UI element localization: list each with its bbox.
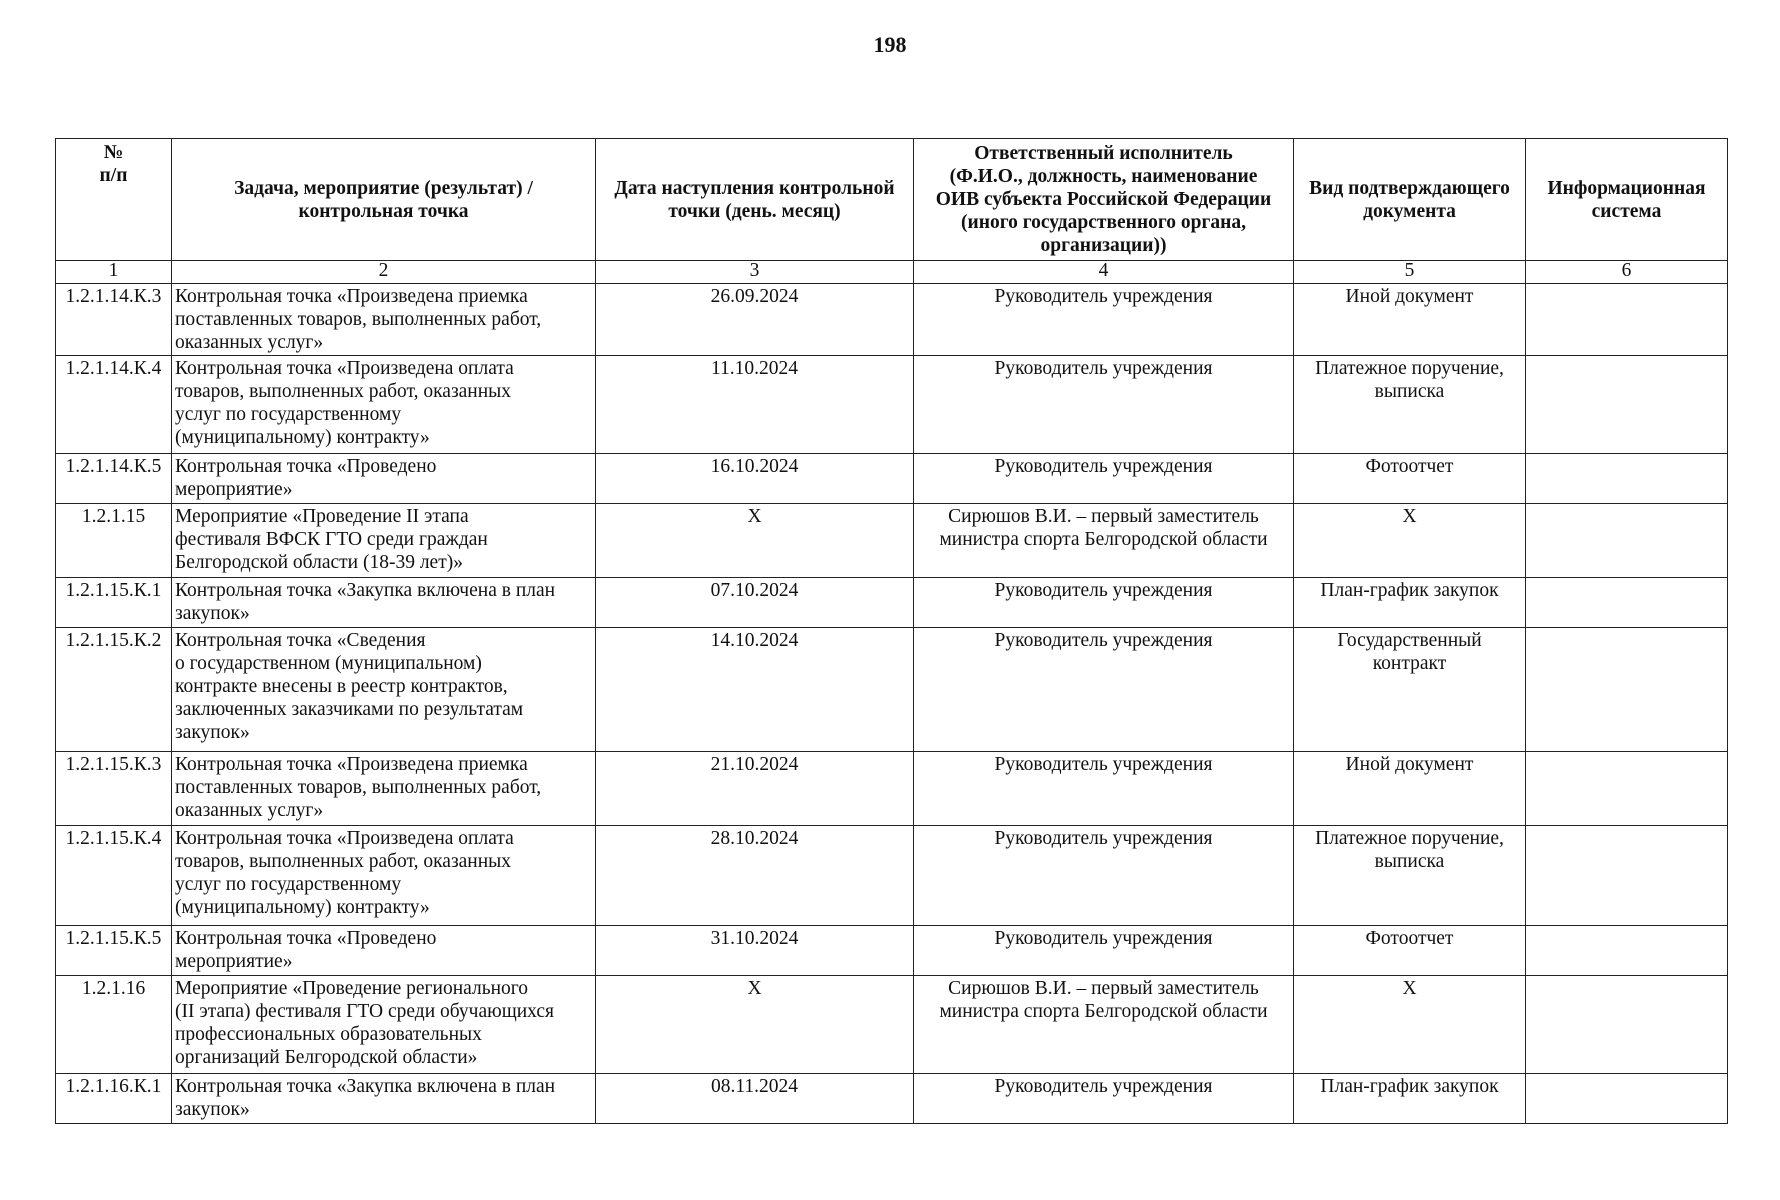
row-document: Иной документ [1294, 284, 1526, 356]
table-row [56, 1074, 1728, 1124]
table-row [56, 976, 1728, 1074]
table-row [56, 926, 1728, 976]
header-date: Дата наступления контрольной точки (день. месяц) [596, 139, 914, 261]
row-number: 1.2.1.15.К.1 [56, 578, 172, 628]
row-task: Контрольная точка «Закупка включена в план закупок» [172, 578, 596, 628]
row-document: План-график закупок [1294, 578, 1526, 628]
table-row [56, 628, 1728, 752]
row-number: 1.2.1.14.К.5 [56, 454, 172, 504]
row-number: 1.2.1.16.К.1 [56, 1074, 172, 1124]
row-task: Контрольная точка «Сведения о государственном (муниципальном) контракте внесены в реестр контрактов, заключенных заказчиками по результатам закупок» [172, 628, 596, 752]
table-row [56, 504, 1728, 578]
row-task: Контрольная точка «Произведена оплата товаров, выполненных работ, оказанных услуг по государственному (муниципальному) контракту» [172, 356, 596, 454]
row-responsible: Сирюшов В.И. – первый заместитель министра спорта Белгородской области [914, 504, 1294, 578]
row-responsible: Руководитель учреждения [914, 578, 1294, 628]
row-document: План-график закупок [1294, 1074, 1526, 1124]
header-row [56, 139, 1728, 261]
row-date: 14.10.2024 [596, 628, 914, 752]
row-system [1526, 926, 1728, 976]
row-number: 1.2.1.15.К.3 [56, 752, 172, 826]
row-task: Контрольная точка «Произведена оплата товаров, выполненных работ, оказанных услуг по государственному (муниципальному) контракту» [172, 826, 596, 926]
row-number: 1.2.1.15.К.5 [56, 926, 172, 976]
row-responsible: Руководитель учреждения [914, 356, 1294, 454]
row-system [1526, 628, 1728, 752]
row-date: Х [596, 976, 914, 1074]
row-date: 08.11.2024 [596, 1074, 914, 1124]
column-number: 2 [172, 261, 596, 284]
row-responsible: Руководитель учреждения [914, 454, 1294, 504]
column-number: 1 [56, 261, 172, 284]
column-number: 6 [1526, 261, 1728, 284]
header-number: № п/п [56, 139, 172, 261]
row-task: Контрольная точка «Произведена приемка поставленных товаров, выполненных работ, оказанных услуг» [172, 752, 596, 826]
control-points-table [55, 138, 1728, 1124]
row-system [1526, 752, 1728, 826]
row-number: 1.2.1.15 [56, 504, 172, 578]
column-number: 5 [1294, 261, 1526, 284]
row-responsible: Руководитель учреждения [914, 926, 1294, 976]
row-responsible: Руководитель учреждения [914, 628, 1294, 752]
header-task: Задача, мероприятие (результат) / контрольная точка [172, 139, 596, 261]
row-document: Платежное поручение, выписка [1294, 826, 1526, 926]
page-number: 198 [873, 32, 907, 57]
table-row [56, 454, 1728, 504]
row-document: Х [1294, 976, 1526, 1074]
table-row [56, 578, 1728, 628]
table-row [56, 356, 1728, 454]
row-date: 16.10.2024 [596, 454, 914, 504]
row-task: Контрольная точка «Проведено мероприятие» [172, 454, 596, 504]
row-system [1526, 504, 1728, 578]
row-document: Фотоотчет [1294, 454, 1526, 504]
row-responsible: Руководитель учреждения [914, 284, 1294, 356]
column-number: 4 [914, 261, 1294, 284]
header-responsible: Ответственный исполнитель (Ф.И.О., должность, наименование ОИВ субъекта Российской Федерации (иного государственного органа, организации)) [914, 139, 1294, 261]
row-system [1526, 356, 1728, 454]
row-number: 1.2.1.15.К.2 [56, 628, 172, 752]
row-document: Иной документ [1294, 752, 1526, 826]
row-date: 31.10.2024 [596, 926, 914, 976]
row-task: Контрольная точка «Произведена приемка поставленных товаров, выполненных работ, оказанных услуг» [172, 284, 596, 356]
row-system [1526, 454, 1728, 504]
row-date: 07.10.2024 [596, 578, 914, 628]
row-system [1526, 826, 1728, 926]
table-row [56, 752, 1728, 826]
row-number: 1.2.1.15.К.4 [56, 826, 172, 926]
row-date: 21.10.2024 [596, 752, 914, 826]
row-number: 1.2.1.14.К.4 [56, 356, 172, 454]
row-date: Х [596, 504, 914, 578]
column-number-row [56, 261, 1728, 284]
row-responsible: Руководитель учреждения [914, 752, 1294, 826]
row-date: 26.09.2024 [596, 284, 914, 356]
row-responsible: Руководитель учреждения [914, 826, 1294, 926]
row-system [1526, 284, 1728, 356]
row-document: Фотоотчет [1294, 926, 1526, 976]
row-responsible: Руководитель учреждения [914, 1074, 1294, 1124]
row-responsible: Сирюшов В.И. – первый заместитель министра спорта Белгородской области [914, 976, 1294, 1074]
row-document: Государственный контракт [1294, 628, 1526, 752]
row-task: Мероприятие «Проведение II этапа фестиваля ВФСК ГТО среди граждан Белгородской области (18-39 лет)» [172, 504, 596, 578]
row-document: Платежное поручение, выписка [1294, 356, 1526, 454]
row-number: 1.2.1.16 [56, 976, 172, 1074]
row-system [1526, 976, 1728, 1074]
header-system: Информационная система [1526, 139, 1728, 261]
row-task: Контрольная точка «Закупка включена в план закупок» [172, 1074, 596, 1124]
table-row [56, 826, 1728, 926]
table-row [56, 284, 1728, 356]
row-number: 1.2.1.14.К.3 [56, 284, 172, 356]
row-system [1526, 578, 1728, 628]
table-body [56, 284, 1728, 1124]
row-document: Х [1294, 504, 1526, 578]
row-system [1526, 1074, 1728, 1124]
row-date: 28.10.2024 [596, 826, 914, 926]
row-task: Контрольная точка «Проведено мероприятие» [172, 926, 596, 976]
header-document: Вид подтверждающего документа [1294, 139, 1526, 261]
column-number: 3 [596, 261, 914, 284]
row-date: 11.10.2024 [596, 356, 914, 454]
row-task: Мероприятие «Проведение регионального (II этапа) фестиваля ГТО среди обучающихся профессиональных образовательных организаций Белгородской области» [172, 976, 596, 1074]
